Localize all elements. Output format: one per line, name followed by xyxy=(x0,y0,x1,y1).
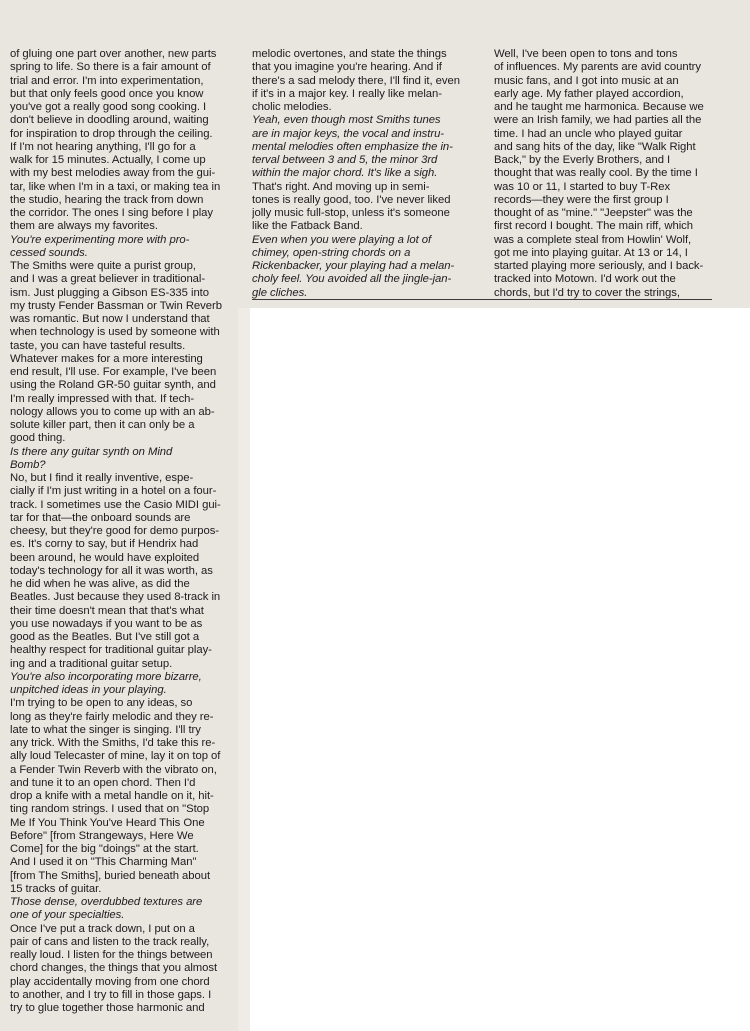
text-line: tar, like when I'm in a taxi, or making tea in xyxy=(10,180,221,193)
text-line: and tune it to an open chord. Then I'd xyxy=(10,776,196,789)
text-line: trial and error. I'm into experimentation, xyxy=(10,74,204,87)
question-line: Rickenbacker, your playing had a melan- xyxy=(252,260,455,272)
text-line: tones is really good, too. I've never liked xyxy=(252,193,451,206)
text-line: tar for that—the onboard sounds are xyxy=(10,511,191,524)
text-line: I'm really impressed with that. If tech- xyxy=(10,392,195,405)
text-line: good thing. xyxy=(10,432,66,445)
question-line: Is there any guitar synth on Mind xyxy=(10,445,173,458)
text-line: taste, you can have tasteful results. xyxy=(10,339,186,352)
text-line: [from The Smiths], buried beneath about xyxy=(10,869,211,882)
text-line: Before" [from Strangeways, Here We xyxy=(10,829,194,842)
text-line: first record I bought. The main riff, which xyxy=(494,220,693,233)
question-line: terval between 3 and 5, the minor 3rd xyxy=(252,154,438,166)
text-line: but that only feels good once you know xyxy=(10,87,204,100)
text-line: thought that was really cool. By the time I xyxy=(494,167,698,180)
question-line: Yeah, even though most Smiths tunes xyxy=(252,114,441,127)
text-line: you use nowadays if you want to be as xyxy=(10,617,203,630)
text-line: tracked into Motown. I'd work out the xyxy=(494,273,676,286)
text-line: spring to life. So there is a fair amount of xyxy=(10,61,211,74)
text-line: the corridor. The ones I sing before I play xyxy=(10,207,213,219)
question-line: Bomb? xyxy=(10,458,46,471)
question-line: chimey, open-string chords on a xyxy=(252,246,411,259)
text-line: any trick. With the Smiths, I'd take this re- xyxy=(10,737,216,749)
text-line: That's right. And moving up in semi- xyxy=(252,180,430,193)
text-line: were an Irish family, we had parties all the xyxy=(494,114,702,127)
text-line: ing and a traditional guitar setup. xyxy=(10,657,173,670)
text-line: Come] for the big "doings" at the start. xyxy=(10,843,199,855)
text-line: end result, I'll use. For example, I've been xyxy=(10,366,217,378)
text-line: there's a sad melody there, I'll find it, even xyxy=(252,74,460,87)
text-line: today's technology for all it was worth, as xyxy=(10,564,213,577)
text-line: for inspiration to drop through the ceiling. xyxy=(10,127,213,140)
text-line: been around, he would have exploited xyxy=(10,551,200,564)
text-line: the studio, hearing the track from down xyxy=(10,193,204,206)
question-line: gle cliches. xyxy=(252,286,308,299)
text-line: don't believe in doodling around, waiting xyxy=(10,114,209,127)
text-line: drop a knife with a metal handle on it, hit- xyxy=(10,790,214,802)
text-line: Once I've put a track down, I put on a xyxy=(10,922,195,935)
text-line: that you imagine you're hearing. And if xyxy=(252,61,442,74)
question-line: mental melodies often emphasize the in- xyxy=(252,140,453,153)
text-line: and sang hits of the day, like "Walk Right xyxy=(494,140,696,153)
text-line: thought of as "mine." "Jeepster" was the xyxy=(494,207,693,219)
question-line: You're also incorporating more bizarre, xyxy=(10,670,202,683)
text-line: nology allows you to come up with an ab- xyxy=(10,405,215,418)
page-paper-edge xyxy=(238,308,250,1031)
text-line: If I'm not hearing anything, I'll go for a xyxy=(10,140,196,153)
text-line: No, but I find it really inventive, espe- xyxy=(10,472,194,484)
text-line: pair of cans and listen to the track really, xyxy=(10,935,210,948)
text-line: melodic overtones, and state the things xyxy=(252,48,447,60)
text-line: records—they were the first group I xyxy=(494,193,669,206)
text-line: a Fender Twin Reverb with the vibrato on, xyxy=(10,763,217,776)
text-line: was romantic. But now I understand that xyxy=(10,313,210,325)
text-line: my trusty Fender Bassman or Twin Reverb xyxy=(10,299,222,312)
text-line: The Smiths were quite a purist group, xyxy=(10,260,196,272)
text-line: was 10 or 11, I started to buy T-Rex xyxy=(494,180,671,193)
text-line: es. It's corny to say, but if Hendrix had xyxy=(10,538,199,551)
text-line: like the Fatback Band. xyxy=(252,220,363,233)
section-divider-rule xyxy=(252,299,712,300)
text-line: Whatever makes for a more interesting xyxy=(10,352,203,365)
text-line: with my best melodies away from the gui- xyxy=(10,167,216,180)
text-line: using the Roland GR-50 guitar synth, and xyxy=(10,379,216,392)
text-line: he did when he was alive, as did the xyxy=(10,578,190,590)
question-line: choly feel. You avoided all the jingle-jan- xyxy=(252,273,452,286)
text-line: long as they're fairly melodic and they re- xyxy=(10,710,214,723)
question-line: unpitched ideas in your playing. xyxy=(10,684,167,696)
text-line: And I used it on "This Charming Man" xyxy=(10,856,197,869)
text-line: Me If You Think You've Heard This One xyxy=(10,816,205,829)
text-line: I'm trying to be open to any ideas, so xyxy=(10,697,193,710)
article-column-3 xyxy=(494,48,719,300)
text-line: early age. My father played accordion, xyxy=(494,87,684,100)
text-line: and he taught me harmonica. Because we xyxy=(494,101,704,113)
text-line: got me into playing guitar. At 13 or 14, I xyxy=(494,246,688,259)
text-line: chords, but I'd try to cover the strings, xyxy=(494,286,680,299)
text-line: Beatles. Just because they used 8-track in xyxy=(10,591,221,604)
text-line: cheesy, but they're good for demo purpos- xyxy=(10,525,220,537)
text-line: good as the Beatles. But I've still got a xyxy=(10,631,200,643)
article-column-2 xyxy=(252,48,484,300)
text-line: late to what the singer is singing. I'll try xyxy=(10,723,201,736)
text-line: ally loud Telecaster of mine, lay it on top of xyxy=(10,750,221,763)
question-line: cessed sounds. xyxy=(10,246,88,259)
text-line: track. I sometimes use the Casio MIDI gui- xyxy=(10,498,221,511)
question-line: one of your specialties. xyxy=(10,909,125,922)
text-line: try to glue together those harmonic and xyxy=(10,1002,205,1014)
question-line: are in major keys, the vocal and instru- xyxy=(252,127,445,140)
text-line: solute killer part, then it can only be a xyxy=(10,419,195,431)
question-line: Those dense, overdubbed textures are xyxy=(10,896,203,908)
text-line: of influences. My parents are avid country xyxy=(494,61,701,74)
text-line: of gluing one part over another, new parts xyxy=(10,48,217,60)
text-line: healthy respect for traditional guitar play- xyxy=(10,644,212,657)
question-line: Even when you were playing a lot of xyxy=(252,233,432,246)
text-line: music fans, and I got into music at an xyxy=(494,74,679,87)
text-line: their time doesn't mean that that's what xyxy=(10,604,204,617)
text-line: and I was a great believer in traditional- xyxy=(10,273,206,286)
text-line: cholic melodies. xyxy=(252,101,332,113)
text-line: when technology is used by someone with xyxy=(10,326,220,339)
text-line: started playing more seriously, and I back- xyxy=(494,260,704,272)
question-line: You're experimenting more with pro- xyxy=(10,233,190,246)
text-line: you've got a really good song cooking. I xyxy=(10,101,207,113)
text-line: to another, and I try to fill in those gaps. I xyxy=(10,988,212,1001)
text-line: jolly music full-stop, unless it's someone xyxy=(252,207,450,219)
text-line: really loud. I listen for the things between xyxy=(10,949,213,961)
text-line: was a complete steal from Howlin' Wolf, xyxy=(494,233,692,246)
text-line: Back," by the Everly Brothers, and I xyxy=(494,154,671,166)
text-line: cially if I'm just writing in a hotel on a four- xyxy=(10,485,217,498)
article-column-1 xyxy=(10,48,238,1015)
text-line: play accidentally moving from one chord xyxy=(10,975,210,988)
text-line: chord changes, the things that you almost xyxy=(10,962,218,975)
text-line: walk for 15 minutes. Actually, I come up xyxy=(10,154,206,166)
text-line: Well, I've been open to tons and tons xyxy=(494,48,678,60)
text-line: 15 tracks of guitar. xyxy=(10,882,102,895)
text-line: if it's in a major key. I really like melan- xyxy=(252,87,442,100)
text-line: ting random strings. I used that on "Stop xyxy=(10,803,210,816)
text-line: time. I had an uncle who played guitar xyxy=(494,127,683,140)
question-line: within the major chord. It's like a sigh. xyxy=(252,167,438,180)
text-line: ism. Just plugging a Gibson ES-335 into xyxy=(10,286,209,299)
text-line: them are always my favorites. xyxy=(10,220,158,233)
